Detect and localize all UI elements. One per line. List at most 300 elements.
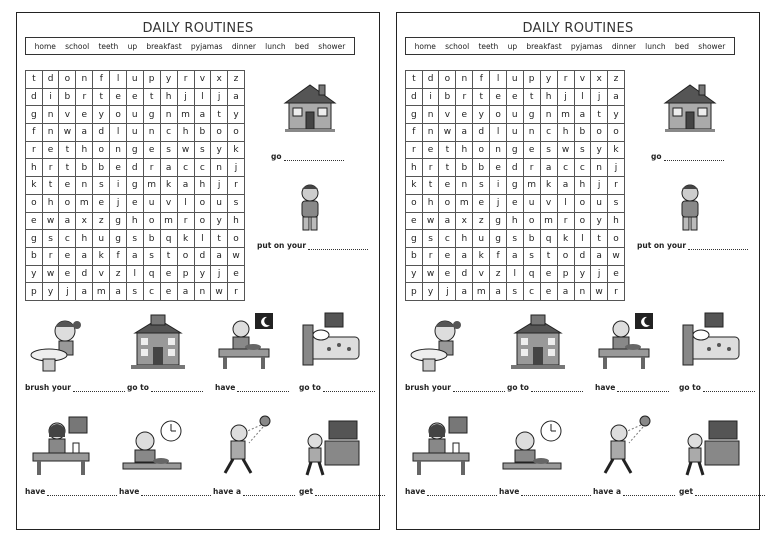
grid-letter[interactable]: r — [228, 177, 245, 195]
answer-line[interactable] — [623, 489, 675, 496]
grid-letter[interactable]: t — [422, 177, 439, 195]
grid-letter[interactable]: z — [490, 265, 507, 283]
grid-letter[interactable]: k — [93, 247, 110, 265]
grid-letter[interactable]: y — [406, 265, 423, 283]
grid-letter[interactable]: g — [490, 230, 507, 248]
grid-letter[interactable]: a — [490, 283, 507, 301]
grid-letter[interactable]: l — [110, 71, 127, 89]
grid-letter[interactable]: r — [177, 71, 194, 89]
grid-letter[interactable]: h — [76, 230, 93, 248]
grid-letter[interactable]: s — [506, 283, 523, 301]
grid-letter[interactable]: g — [506, 177, 523, 195]
grid-letter[interactable]: h — [160, 88, 177, 106]
grid-letter[interactable]: m — [143, 177, 160, 195]
grid-letter[interactable]: y — [540, 71, 557, 89]
grid-letter[interactable]: e — [506, 88, 523, 106]
grid-letter[interactable]: e — [506, 194, 523, 212]
grid-letter[interactable]: s — [126, 230, 143, 248]
grid-letter[interactable]: r — [608, 177, 625, 195]
answer-line[interactable] — [688, 243, 748, 250]
grid-letter[interactable]: b — [26, 247, 43, 265]
grid-letter[interactable]: r — [422, 159, 439, 177]
grid-letter[interactable]: h — [456, 141, 473, 159]
answer-line[interactable] — [453, 385, 505, 392]
grid-letter[interactable]: b — [194, 124, 211, 142]
grid-letter[interactable]: o — [557, 247, 574, 265]
grid-letter[interactable]: y — [574, 265, 591, 283]
grid-letter[interactable]: v — [439, 106, 456, 124]
grid-letter[interactable]: o — [406, 194, 423, 212]
grid-letter[interactable]: v — [473, 265, 490, 283]
grid-letter[interactable]: w — [608, 247, 625, 265]
grid-letter[interactable]: o — [177, 247, 194, 265]
grid-letter[interactable]: l — [490, 71, 507, 89]
grid-letter[interactable]: d — [42, 71, 59, 89]
grid-letter[interactable]: c — [523, 283, 540, 301]
grid-letter[interactable]: b — [93, 159, 110, 177]
grid-letter[interactable]: m — [456, 194, 473, 212]
grid-letter[interactable]: o — [26, 194, 43, 212]
grid-letter[interactable]: l — [557, 194, 574, 212]
grid-letter[interactable]: s — [42, 230, 59, 248]
grid-letter[interactable]: x — [211, 71, 228, 89]
grid-letter[interactable]: b — [143, 230, 160, 248]
grid-letter[interactable]: f — [490, 247, 507, 265]
grid-letter[interactable]: a — [126, 247, 143, 265]
grid-letter[interactable]: s — [422, 230, 439, 248]
grid-letter[interactable]: l — [490, 124, 507, 142]
grid-letter[interactable]: y — [42, 283, 59, 301]
grid-letter[interactable]: t — [93, 88, 110, 106]
grid-letter[interactable]: j — [59, 283, 76, 301]
grid-letter[interactable]: r — [557, 212, 574, 230]
grid-letter[interactable]: k — [608, 141, 625, 159]
grid-letter[interactable]: o — [439, 194, 456, 212]
grid-letter[interactable]: m — [473, 283, 490, 301]
grid-letter[interactable]: c — [557, 159, 574, 177]
grid-letter[interactable]: n — [160, 106, 177, 124]
answer-line[interactable] — [73, 385, 125, 392]
grid-letter[interactable]: p — [406, 283, 423, 301]
grid-letter[interactable]: w — [59, 124, 76, 142]
grid-letter[interactable]: o — [608, 230, 625, 248]
answer-line[interactable] — [308, 243, 368, 250]
grid-letter[interactable]: g — [490, 212, 507, 230]
grid-letter[interactable]: m — [76, 194, 93, 212]
grid-letter[interactable]: a — [574, 106, 591, 124]
grid-letter[interactable]: t — [42, 177, 59, 195]
grid-letter[interactable]: k — [540, 177, 557, 195]
grid-letter[interactable]: r — [42, 159, 59, 177]
grid-letter[interactable]: t — [211, 106, 228, 124]
grid-letter[interactable]: h — [26, 159, 43, 177]
grid-letter[interactable]: g — [406, 230, 423, 248]
grid-letter[interactable]: y — [591, 212, 608, 230]
grid-letter[interactable]: t — [160, 247, 177, 265]
grid-letter[interactable]: n — [523, 124, 540, 142]
grid-letter[interactable]: o — [59, 71, 76, 89]
grid-letter[interactable]: b — [473, 159, 490, 177]
grid-letter[interactable]: u — [126, 71, 143, 89]
grid-letter[interactable]: m — [523, 177, 540, 195]
grid-letter[interactable]: j — [608, 159, 625, 177]
grid-letter[interactable]: z — [228, 71, 245, 89]
grid-letter[interactable]: u — [126, 124, 143, 142]
grid-letter[interactable]: o — [591, 124, 608, 142]
grid-letter[interactable]: u — [126, 106, 143, 124]
grid-letter[interactable]: e — [143, 141, 160, 159]
grid-letter[interactable]: h — [406, 159, 423, 177]
grid-letter[interactable]: w — [211, 283, 228, 301]
grid-letter[interactable]: x — [456, 212, 473, 230]
grid-letter[interactable]: g — [406, 106, 423, 124]
grid-letter[interactable]: d — [126, 159, 143, 177]
grid-letter[interactable]: l — [194, 230, 211, 248]
grid-letter[interactable]: t — [523, 88, 540, 106]
grid-letter[interactable]: s — [608, 194, 625, 212]
grid-letter[interactable]: g — [126, 177, 143, 195]
grid-letter[interactable]: s — [194, 141, 211, 159]
grid-letter[interactable]: x — [591, 71, 608, 89]
grid-letter[interactable]: g — [523, 106, 540, 124]
grid-letter[interactable]: t — [591, 230, 608, 248]
answer-line[interactable] — [141, 489, 211, 496]
grid-letter[interactable]: r — [42, 247, 59, 265]
grid-letter[interactable]: j — [211, 265, 228, 283]
grid-letter[interactable]: t — [26, 71, 43, 89]
grid-letter[interactable]: g — [26, 230, 43, 248]
grid-letter[interactable]: t — [59, 159, 76, 177]
grid-letter[interactable]: h — [422, 194, 439, 212]
grid-letter[interactable]: p — [523, 71, 540, 89]
grid-letter[interactable]: p — [177, 265, 194, 283]
grid-letter[interactable]: e — [422, 141, 439, 159]
grid-letter[interactable]: a — [76, 124, 93, 142]
grid-letter[interactable]: y — [211, 212, 228, 230]
grid-letter[interactable]: w — [177, 141, 194, 159]
grid-letter[interactable]: u — [143, 194, 160, 212]
grid-letter[interactable]: p — [143, 71, 160, 89]
grid-letter[interactable]: c — [540, 124, 557, 142]
grid-letter[interactable]: o — [473, 141, 490, 159]
grid-letter[interactable]: i — [42, 88, 59, 106]
grid-letter[interactable]: d — [406, 88, 423, 106]
grid-letter[interactable]: o — [523, 212, 540, 230]
grid-letter[interactable]: e — [160, 283, 177, 301]
grid-letter[interactable]: l — [506, 265, 523, 283]
grid-letter[interactable]: s — [523, 247, 540, 265]
grid-letter[interactable]: n — [422, 124, 439, 142]
grid-letter[interactable]: z — [608, 71, 625, 89]
grid-letter[interactable]: e — [523, 141, 540, 159]
grid-letter[interactable]: a — [557, 283, 574, 301]
grid-letter[interactable]: u — [506, 106, 523, 124]
grid-letter[interactable]: p — [557, 265, 574, 283]
grid-letter[interactable]: f — [26, 124, 43, 142]
grid-letter[interactable]: w — [422, 212, 439, 230]
grid-letter[interactable]: d — [506, 159, 523, 177]
grid-letter[interactable]: o — [194, 194, 211, 212]
grid-letter[interactable]: v — [93, 265, 110, 283]
answer-line[interactable] — [243, 489, 295, 496]
grid-letter[interactable]: l — [177, 194, 194, 212]
grid-letter[interactable]: w — [42, 212, 59, 230]
grid-letter[interactable]: y — [26, 265, 43, 283]
grid-letter[interactable]: a — [456, 283, 473, 301]
grid-letter[interactable]: t — [59, 141, 76, 159]
grid-letter[interactable]: d — [574, 247, 591, 265]
grid-letter[interactable]: o — [574, 194, 591, 212]
grid-letter[interactable]: e — [473, 194, 490, 212]
grid-letter[interactable]: o — [439, 71, 456, 89]
grid-letter[interactable]: g — [110, 212, 127, 230]
grid-letter[interactable]: a — [456, 247, 473, 265]
grid-letter[interactable]: c — [59, 230, 76, 248]
grid-letter[interactable]: j — [490, 194, 507, 212]
grid-letter[interactable]: v — [194, 71, 211, 89]
grid-letter[interactable]: e — [456, 106, 473, 124]
grid-letter[interactable]: l — [574, 88, 591, 106]
grid-letter[interactable]: k — [177, 230, 194, 248]
grid-letter[interactable]: j — [110, 194, 127, 212]
grid-letter[interactable]: e — [540, 283, 557, 301]
grid-letter[interactable]: c — [194, 159, 211, 177]
grid-letter[interactable]: r — [456, 88, 473, 106]
answer-line[interactable] — [237, 385, 289, 392]
grid-letter[interactable]: n — [540, 106, 557, 124]
grid-letter[interactable]: o — [490, 106, 507, 124]
grid-letter[interactable]: e — [406, 212, 423, 230]
grid-letter[interactable]: t — [211, 230, 228, 248]
grid-letter[interactable]: o — [608, 124, 625, 142]
grid-letter[interactable]: r — [228, 283, 245, 301]
grid-letter[interactable]: h — [126, 212, 143, 230]
grid-letter[interactable]: n — [76, 71, 93, 89]
grid-letter[interactable]: a — [228, 88, 245, 106]
grid-letter[interactable]: w — [42, 265, 59, 283]
grid-letter[interactable]: e — [76, 106, 93, 124]
grid-letter[interactable]: v — [59, 106, 76, 124]
grid-letter[interactable]: s — [160, 141, 177, 159]
grid-letter[interactable]: w — [422, 265, 439, 283]
grid-letter[interactable]: a — [76, 283, 93, 301]
grid-letter[interactable]: s — [473, 177, 490, 195]
answer-line[interactable] — [521, 489, 591, 496]
grid-letter[interactable]: f — [110, 247, 127, 265]
grid-letter[interactable]: q — [160, 230, 177, 248]
grid-letter[interactable]: r — [608, 283, 625, 301]
grid-letter[interactable]: o — [59, 194, 76, 212]
answer-line[interactable] — [664, 154, 724, 161]
grid-letter[interactable]: e — [439, 265, 456, 283]
grid-letter[interactable]: d — [473, 124, 490, 142]
grid-letter[interactable]: a — [540, 159, 557, 177]
grid-letter[interactable]: e — [59, 177, 76, 195]
grid-letter[interactable]: a — [439, 212, 456, 230]
answer-line[interactable] — [703, 385, 755, 392]
grid-letter[interactable]: g — [110, 230, 127, 248]
grid-letter[interactable]: b — [59, 88, 76, 106]
grid-letter[interactable]: d — [76, 265, 93, 283]
grid-letter[interactable]: b — [76, 159, 93, 177]
grid-letter[interactable]: m — [160, 212, 177, 230]
answer-line[interactable] — [617, 385, 669, 392]
grid-letter[interactable]: i — [422, 88, 439, 106]
grid-letter[interactable]: n — [456, 177, 473, 195]
grid-letter[interactable]: r — [76, 88, 93, 106]
grid-letter[interactable]: h — [540, 88, 557, 106]
grid-letter[interactable]: y — [194, 265, 211, 283]
grid-letter[interactable]: k — [557, 230, 574, 248]
grid-letter[interactable]: e — [110, 159, 127, 177]
grid-letter[interactable]: v — [574, 71, 591, 89]
grid-letter[interactable]: c — [177, 159, 194, 177]
grid-letter[interactable]: a — [160, 159, 177, 177]
grid-letter[interactable]: s — [126, 283, 143, 301]
grid-letter[interactable]: u — [93, 230, 110, 248]
grid-letter[interactable]: j — [557, 88, 574, 106]
grid-letter[interactable]: y — [93, 106, 110, 124]
grid-letter[interactable]: u — [211, 194, 228, 212]
grid-letter[interactable]: h — [506, 212, 523, 230]
grid-letter[interactable]: h — [557, 124, 574, 142]
grid-letter[interactable]: e — [439, 247, 456, 265]
grid-letter[interactable]: x — [76, 212, 93, 230]
grid-letter[interactable]: a — [608, 88, 625, 106]
grid-letter[interactable]: a — [177, 283, 194, 301]
grid-letter[interactable]: f — [473, 71, 490, 89]
grid-letter[interactable]: s — [228, 194, 245, 212]
grid-letter[interactable]: a — [456, 124, 473, 142]
grid-letter[interactable]: w — [439, 124, 456, 142]
grid-letter[interactable]: c — [160, 124, 177, 142]
grid-letter[interactable]: b — [406, 247, 423, 265]
grid-letter[interactable]: y — [228, 106, 245, 124]
grid-letter[interactable]: j — [211, 177, 228, 195]
grid-letter[interactable]: h — [608, 212, 625, 230]
grid-letter[interactable]: l — [126, 265, 143, 283]
grid-letter[interactable]: a — [177, 177, 194, 195]
grid-letter[interactable]: e — [540, 265, 557, 283]
grid-letter[interactable]: t — [439, 159, 456, 177]
grid-letter[interactable]: e — [26, 212, 43, 230]
grid-letter[interactable]: t — [439, 141, 456, 159]
grid-letter[interactable]: s — [93, 177, 110, 195]
grid-letter[interactable]: y — [591, 141, 608, 159]
grid-letter[interactable]: m — [557, 106, 574, 124]
grid-letter[interactable]: k — [26, 177, 43, 195]
grid-letter[interactable]: h — [574, 177, 591, 195]
grid-letter[interactable]: o — [228, 124, 245, 142]
grid-letter[interactable]: d — [456, 265, 473, 283]
grid-letter[interactable]: h — [42, 194, 59, 212]
grid-letter[interactable]: k — [160, 177, 177, 195]
grid-letter[interactable]: r — [143, 159, 160, 177]
grid-letter[interactable]: s — [143, 247, 160, 265]
grid-letter[interactable]: k — [228, 141, 245, 159]
grid-letter[interactable]: a — [557, 177, 574, 195]
grid-letter[interactable]: b — [456, 159, 473, 177]
grid-letter[interactable]: n — [456, 71, 473, 89]
grid-letter[interactable]: e — [110, 88, 127, 106]
grid-letter[interactable]: u — [506, 71, 523, 89]
grid-letter[interactable]: u — [523, 194, 540, 212]
grid-letter[interactable]: y — [608, 106, 625, 124]
grid-letter[interactable]: n — [76, 177, 93, 195]
grid-letter[interactable]: o — [143, 212, 160, 230]
grid-letter[interactable]: u — [473, 230, 490, 248]
grid-letter[interactable]: c — [574, 159, 591, 177]
grid-letter[interactable]: u — [591, 194, 608, 212]
grid-letter[interactable]: g — [143, 106, 160, 124]
grid-letter[interactable]: d — [422, 71, 439, 89]
grid-letter[interactable]: n — [42, 124, 59, 142]
grid-letter[interactable]: h — [456, 230, 473, 248]
grid-letter[interactable]: o — [110, 106, 127, 124]
grid-letter[interactable]: j — [211, 88, 228, 106]
grid-letter[interactable]: w — [228, 247, 245, 265]
grid-letter[interactable]: e — [160, 265, 177, 283]
grid-letter[interactable]: h — [228, 212, 245, 230]
grid-letter[interactable]: t — [143, 88, 160, 106]
grid-letter[interactable]: g — [506, 141, 523, 159]
grid-letter[interactable]: s — [506, 230, 523, 248]
grid-letter[interactable]: h — [194, 177, 211, 195]
grid-letter[interactable]: e — [439, 177, 456, 195]
grid-letter[interactable]: d — [93, 124, 110, 142]
answer-line[interactable] — [323, 385, 375, 392]
grid-letter[interactable]: r — [177, 212, 194, 230]
grid-letter[interactable]: j — [228, 159, 245, 177]
grid-letter[interactable]: b — [574, 124, 591, 142]
grid-letter[interactable]: s — [540, 141, 557, 159]
grid-letter[interactable]: j — [439, 283, 456, 301]
grid-letter[interactable]: e — [608, 265, 625, 283]
grid-letter[interactable]: m — [93, 283, 110, 301]
grid-letter[interactable]: m — [177, 106, 194, 124]
grid-letter[interactable]: g — [26, 106, 43, 124]
grid-letter[interactable]: e — [126, 88, 143, 106]
grid-letter[interactable]: n — [110, 141, 127, 159]
grid-letter[interactable]: i — [110, 177, 127, 195]
grid-letter[interactable]: o — [574, 212, 591, 230]
grid-letter[interactable]: h — [76, 141, 93, 159]
grid-letter[interactable]: t — [591, 106, 608, 124]
grid-letter[interactable]: a — [211, 247, 228, 265]
grid-letter[interactable]: z — [110, 265, 127, 283]
grid-letter[interactable]: l — [574, 230, 591, 248]
grid-letter[interactable]: a — [110, 283, 127, 301]
grid-letter[interactable]: b — [439, 88, 456, 106]
answer-line[interactable] — [151, 385, 203, 392]
grid-letter[interactable]: l — [110, 124, 127, 142]
grid-letter[interactable]: o — [93, 141, 110, 159]
grid-letter[interactable]: e — [59, 265, 76, 283]
grid-letter[interactable]: b — [523, 230, 540, 248]
grid-letter[interactable]: u — [506, 124, 523, 142]
grid-letter[interactable]: v — [160, 194, 177, 212]
grid-letter[interactable]: n — [211, 159, 228, 177]
grid-letter[interactable]: k — [406, 177, 423, 195]
grid-letter[interactable]: a — [59, 212, 76, 230]
grid-letter[interactable]: n — [42, 106, 59, 124]
grid-letter[interactable]: d — [26, 88, 43, 106]
grid-letter[interactable]: y — [473, 106, 490, 124]
answer-line[interactable] — [695, 489, 765, 496]
grid-letter[interactable]: t — [406, 71, 423, 89]
grid-letter[interactable]: q — [540, 230, 557, 248]
grid-letter[interactable]: d — [194, 247, 211, 265]
